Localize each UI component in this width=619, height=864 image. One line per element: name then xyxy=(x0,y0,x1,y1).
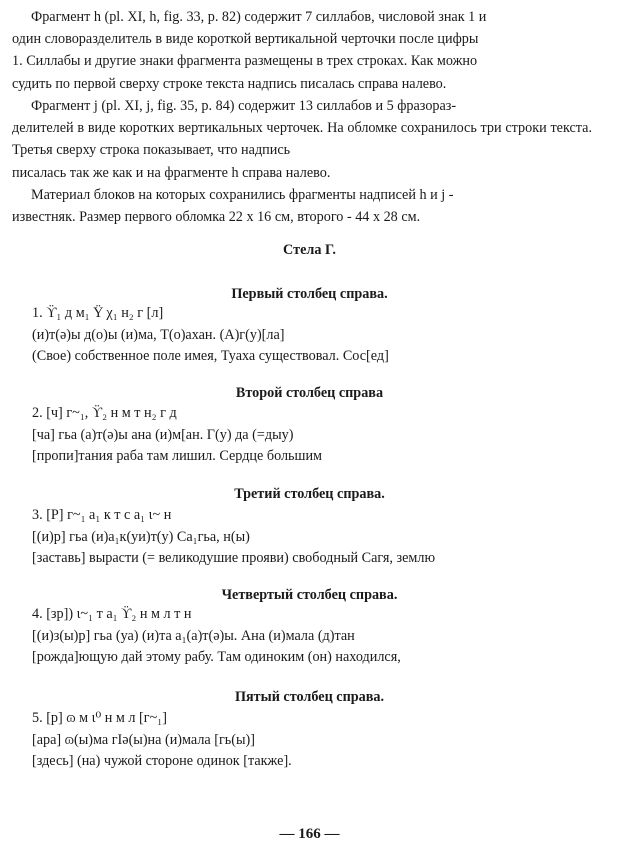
text-line: судить по первой сверху строке текста надпись писалась справа налево. xyxy=(12,75,447,92)
text-line: 1. Силлабы и другие знаки фрагмента размещены в трех строках. Как можно xyxy=(12,53,478,70)
reading-line: [ча] гьа (а)т(ə)ы ана (и)м[ан. Г(у) да (=дыу) xyxy=(32,426,294,443)
paragraph-material xyxy=(12,184,592,228)
column-heading: Третий столбец справа. xyxy=(234,486,385,502)
column-heading: Первый столбец справа. xyxy=(231,286,388,302)
stela-title: Стела Г. xyxy=(283,242,336,258)
text-line: Фрагмент j (pl. XI, j, fig. 35, p. 84) содержит 13 силлабов и 5 фразораз- xyxy=(31,98,457,114)
column-entry xyxy=(32,303,592,368)
translation-line: (Свое) собственное поле имея, Туаха существовал. Сос[ед] xyxy=(32,348,389,364)
transliteration-line: 1. ϔ₁ д м₁ Ϋ χ₁ н₂ г [л] xyxy=(32,305,164,321)
column-entry xyxy=(32,708,592,773)
column-entry xyxy=(32,604,592,669)
column-heading: Второй столбец справа xyxy=(235,385,384,401)
transliteration-line: 4. [зр]) ι~₁ т а₁ ϔ₂ н м л т н xyxy=(32,606,192,622)
text-line: Материал блоков на которых сохранились фрагменты надписей h и j - xyxy=(31,187,454,203)
column-entry xyxy=(32,505,592,570)
column-heading: Четвертый столбец справа. xyxy=(221,587,398,603)
reading-line: [ара] ɷ(ы)ма гIə(ы)на (и)мала [гь(ы)] xyxy=(32,731,255,748)
text-line: известняк. Размер первого обломка 22 х 16 см, второго - 44 х 28 см. xyxy=(12,209,421,226)
transliteration-line: 3. [Р] г~₁ а₁ к т с а₁ ι~ н xyxy=(32,507,172,523)
transliteration-line: 2. [ч] г~₁, ϔ₂ н м т н₂ г д xyxy=(32,405,177,421)
column-heading: Пятый столбец справа. xyxy=(234,689,385,705)
reading-line: [(и)з(ы)р] гьа (уа) (и)та а₁(а)т(ə)ы. Ана (и)мала (д)тан xyxy=(32,627,355,644)
translation-line: [рожда]ющую дай этому рабу. Там одиноким (он) находился, xyxy=(32,649,401,665)
translation-line: [заставь] вырасти (= великодушие прояви) свободный Сагя, землю xyxy=(32,550,436,566)
reading-line: (и)т(ə)ы д(о)ы (и)ма, Т(о)ахан. (А)г(у)[ла] xyxy=(32,326,285,343)
text-line: писалась так же как и на фрагменте h справа налево. xyxy=(12,164,331,181)
column-entry xyxy=(32,403,592,468)
transliteration-line: 5. [р] ɷ м ι⁰ н м л [г~₁] xyxy=(32,710,167,726)
translation-line: [здесь] (на) чужой стороне одинок [также]. xyxy=(32,753,292,769)
translation-line: [пропи]тания раба там лишил. Сердце большим xyxy=(32,448,323,464)
text-line: делителей в виде коротких вертикальных черточек. На обломке сохранилось три строки текста. Третья сверху строка показывает, что надпись xyxy=(12,120,592,159)
text-line: один словоразделитель в виде короткой вертикальной черточки после цифры xyxy=(12,31,479,48)
page-number: — 166 — xyxy=(279,826,340,842)
paragraph-fragment-j xyxy=(12,95,592,184)
paragraph-fragment-h xyxy=(12,6,592,95)
text-line: Фрагмент h (pl. XI, h, fig. 33, p. 82) содержит 7 силлабов, числовой знак 1 и xyxy=(31,9,487,25)
reading-line: [(и)р] гьа (и)а₁к(уи)т(у) Са₁гьа, н(ы) xyxy=(32,528,250,545)
